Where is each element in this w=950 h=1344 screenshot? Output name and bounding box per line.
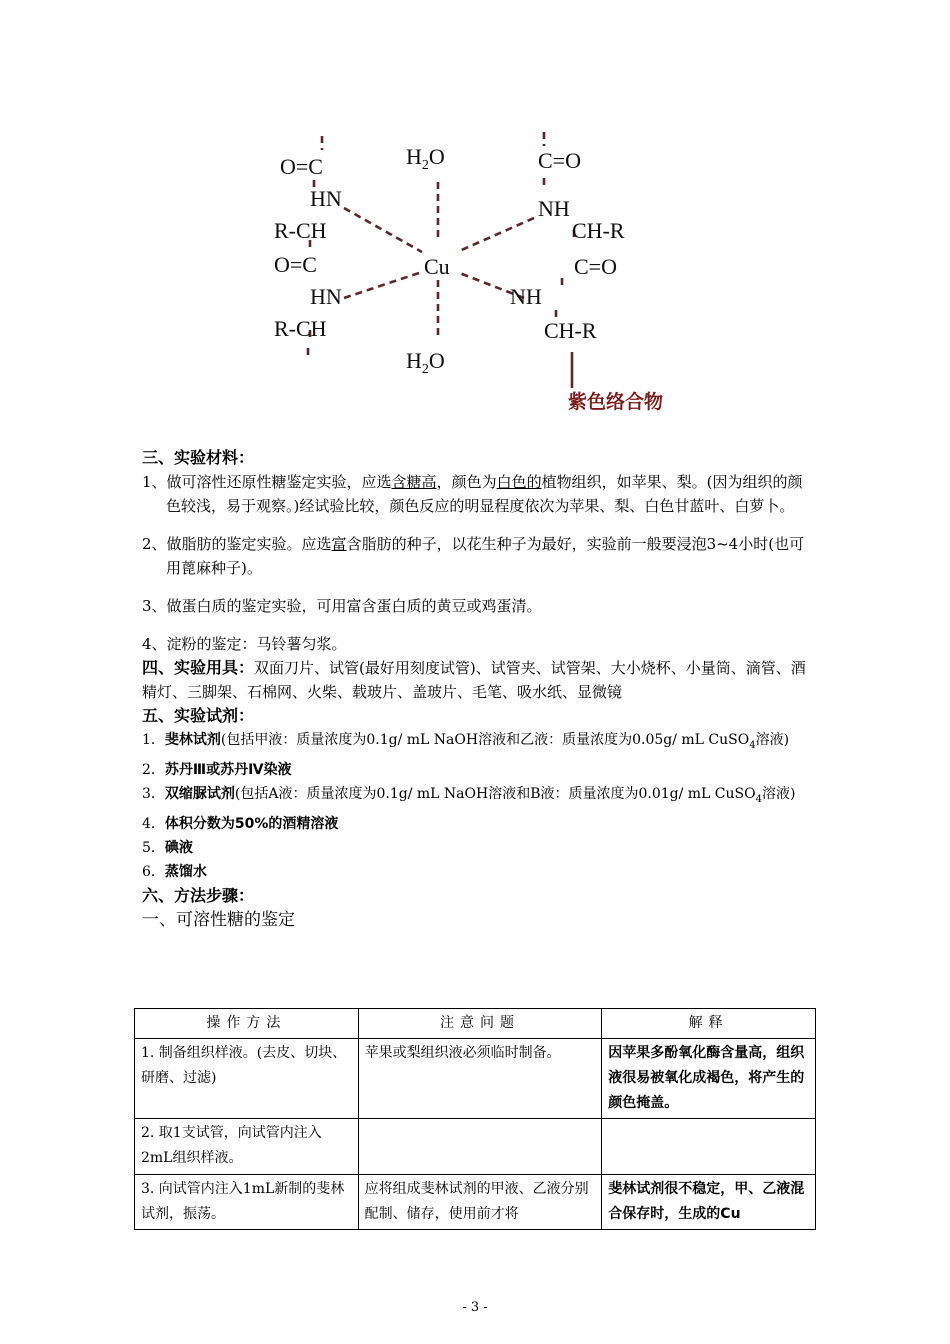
reagent-5-name: 碘液 xyxy=(164,839,193,856)
material-1-text-a: 1、做可溶性还原性糖鉴定实验，应选 xyxy=(142,473,392,491)
copper-label: Cu xyxy=(424,254,450,279)
material-1-text-c: 植物组织，如苹果、梨。(因为组织的颜色较浅，易于观察。)经试验比较，颜色反应的明显程度依次为苹果、梨、白色甘蓝叶、白萝卜。 xyxy=(166,473,803,515)
complex-caption: 紫色络合物 xyxy=(568,391,664,413)
document-body xyxy=(142,446,814,932)
table-cell xyxy=(358,1119,602,1175)
table-row xyxy=(135,1039,816,1119)
reagent-4: 4．体积分数为50%的酒精溶液 xyxy=(142,815,339,832)
material-1-underline-b: 白色的 xyxy=(496,473,542,491)
table-cell: 应将组成斐林试剂的甲液、乙液分别配制、储存，使用前才将 xyxy=(358,1175,602,1230)
right-carbonyl-2: C=O xyxy=(574,254,617,279)
header-notes: 注意问题 xyxy=(358,1009,602,1039)
reagent-2-name: 苏丹Ⅲ或苏丹Ⅳ染液 xyxy=(164,761,292,778)
table-cell: 2. 取1支试管，向试管内注入2mL组织样液。 xyxy=(135,1119,359,1175)
table-cell: 苹果或梨组织液必须临时制备。 xyxy=(358,1039,602,1119)
table-row xyxy=(135,1119,816,1175)
reagent-6: 6．蒸馏水 xyxy=(142,863,207,880)
reagent-5: 5．碘液 xyxy=(142,839,193,856)
section-3-heading: 三、实验材料： xyxy=(142,448,255,467)
material-2-underline: 富 xyxy=(331,535,347,553)
reagent-1-name: 斐林试剂 xyxy=(164,732,221,748)
left-amine-1: HN xyxy=(310,186,342,211)
material-item-4: 4、淀粉的鉴定：马铃薯匀浆。 xyxy=(142,635,347,653)
reagent-4-name: 体积分数为50%的酒精溶液 xyxy=(164,815,339,832)
reagent-1: 1．斐林试剂(包括甲液：质量浓度为0.1g/ mL NaOH溶液和乙液：质量浓度为0.05g/ mL CuSO$_4$溶液) xyxy=(142,732,790,751)
table-cell: 3. 向试管内注入1mL新制的斐林试剂，振荡。 xyxy=(135,1175,359,1230)
left-rch-2: R-CH xyxy=(274,316,327,341)
header-operation: 操作方法 xyxy=(135,1009,359,1039)
right-amine-2: NH xyxy=(510,284,542,309)
left-carbonyl-2: O=C xyxy=(274,252,317,277)
section-5-heading: 五、实验试剂： xyxy=(142,706,255,725)
complex-structure-svg xyxy=(262,120,702,420)
table-cell: 因苹果多酚氧化酶含量高，组织液很易被氧化成褐色，将产生的颜色掩盖。 xyxy=(602,1039,816,1119)
table-cell: 斐林试剂很不稳定，甲、乙液混合保存时，生成的Cu xyxy=(602,1175,816,1230)
left-rch-1: R-CH xyxy=(274,218,327,243)
section-4-text: 双面刀片、试管(最好用刻度试管)、试管夹、试管架、大小烧杯、小量筒、滴管、酒精灯、三脚架、石棉网、火柴、载玻片、盖玻片、毛笔、吸水纸、显微镜 xyxy=(142,659,806,701)
right-amine-1: NH xyxy=(538,196,570,221)
material-2-text-b: 含脂肪的种子，以花生种子为最好，实验前一般要浸泡3~4小时(也可用蓖麻种子)。 xyxy=(166,535,805,577)
left-amine-2: HN xyxy=(310,284,342,309)
section-6-subtitle: 一、可溶性糖的鉴定 xyxy=(142,909,295,930)
section-4-heading: 四、实验用具： xyxy=(142,658,255,677)
material-item-3: 3、做蛋白质的鉴定实验，可用富含蛋白质的黄豆或鸡蛋清。 xyxy=(142,597,542,615)
section-4 xyxy=(142,656,814,704)
section-6-heading: 六、方法步骤： xyxy=(142,885,255,905)
left-carbonyl-1: O=C xyxy=(280,154,323,179)
page-number: - 3 - xyxy=(462,1300,488,1315)
table-header-row xyxy=(135,1009,816,1039)
right-carbonyl-1: C=O xyxy=(538,148,581,173)
right-chr-1: CH-R xyxy=(572,218,625,243)
material-2-text-a: 2、做脂肪的鉴定实验。应选 xyxy=(142,535,332,553)
header-explanation: 解释 xyxy=(602,1009,816,1039)
material-1-underline-a: 含糖高 xyxy=(391,473,437,491)
reagent-2: 2．苏丹Ⅲ或苏丹Ⅳ染液 xyxy=(142,761,292,778)
material-1-text-b: ，颜色为 xyxy=(436,473,497,491)
table-cell: 1. 制备组织样液。(去皮、切块、研磨、过滤) xyxy=(135,1039,359,1119)
procedure-table xyxy=(134,1008,816,1230)
reagent-3: 3．双缩脲试剂(包括A液：质量浓度为0.1g/ mL NaOH溶液和B液：质量浓度为0.01g/ mL CuSO$_4$溶液) xyxy=(142,785,796,805)
reagent-6-name: 蒸馏水 xyxy=(164,863,207,880)
biuret-complex-diagram xyxy=(262,120,702,420)
material-item-1 xyxy=(142,470,814,518)
table-cell xyxy=(602,1119,816,1175)
material-item-2 xyxy=(142,532,814,580)
h2o-bottom-label: $H_2O$ xyxy=(406,348,445,377)
right-chr-2: CH-R xyxy=(544,318,597,343)
h2o-top-label: $H_2O$ xyxy=(406,144,445,173)
table-row xyxy=(135,1175,816,1230)
reagent-3-name: 双缩脲试剂 xyxy=(164,785,235,802)
